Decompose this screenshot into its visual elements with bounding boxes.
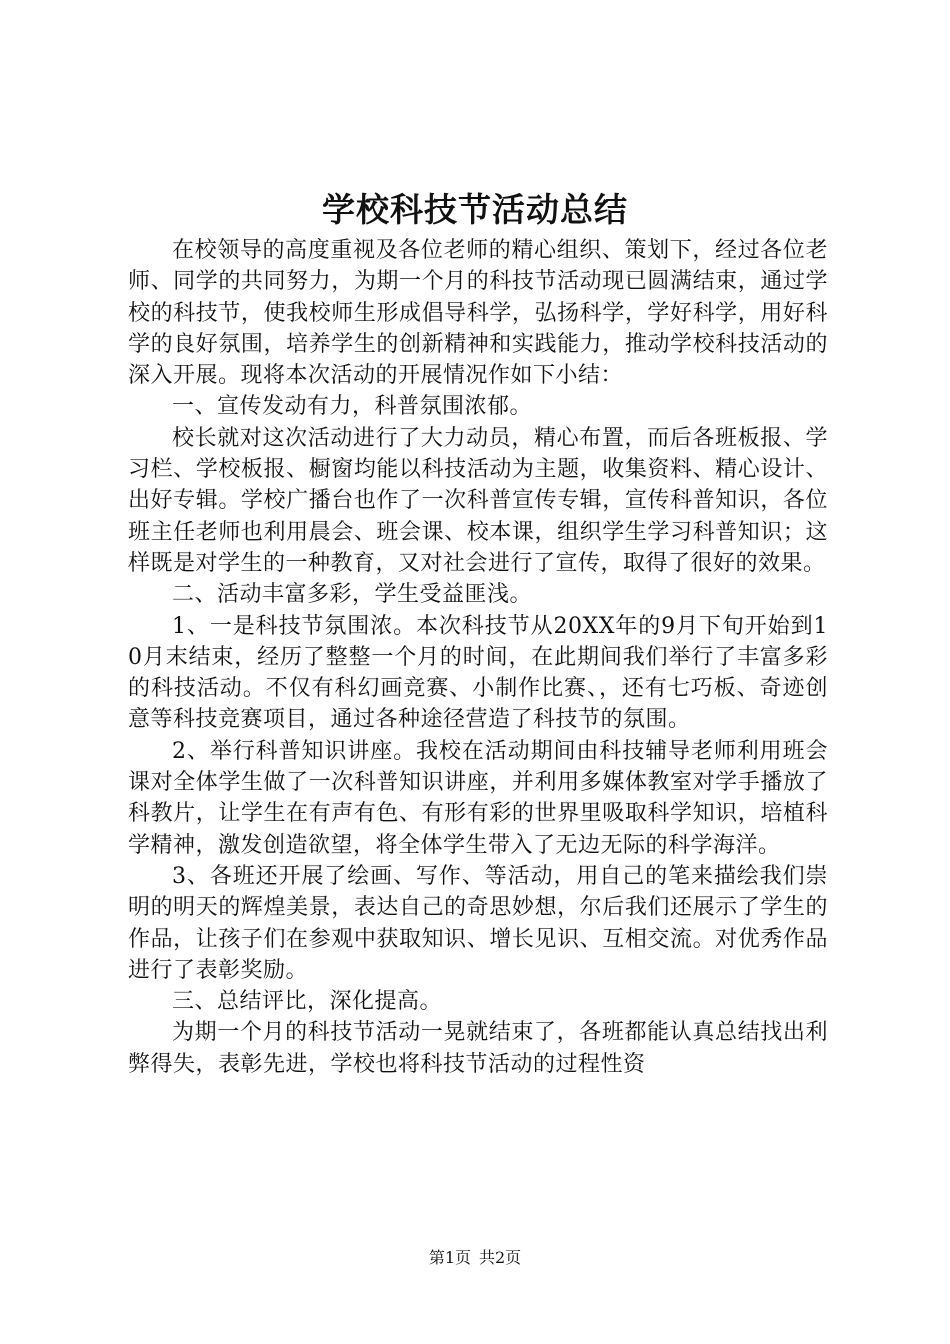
document-title: 学校科技节活动总结 [322,190,628,229]
section-heading-1: 一、宣传发动有力，科普氛围浓郁。 [172,394,533,420]
paragraph-intro: 在校领导的高度重视及各位老师的精心组织、策划下，经过各位老师、同学的共同努力，为期一个月的科技节活动现已圆满结束，通过学校的科技节，使我校师生形成倡导科学，弘扬科学，学好科学，用好科学的良好氛围，培养学生的创新精神和实践能力，推动学校科技活动的深入开展。现将本次活动的开展情况作如下小结： [128,238,828,389]
paragraph-item-2: 2、举行科普知识讲座。我校在活动期间由科技辅导老师利用班会课对全体学生做了一次科普知识讲座，并利用多媒体教室对学手播放了科教片，让学生在有声有色、有形有彩的世界里吸取科学知识，培植科学精神，激发创造欲望，将全体学生带入了无边无际的科学海洋。 [128,738,828,858]
paragraph-publicity: 校长就对这次活动进行了大力动员，精心布置，而后各班板报、学习栏、学校板报、橱窗均能以科技活动为主题，收集资料、精心设计、出好专辑。学校广播台也作了一次科普宣传专辑，宣传科普知识，各位班主任老师也利用晨会、班会课、校本课，组织学生学习科普知识；这样既是对学生的一种教育，又对社会进行了宣传，取得了很好的效果。 [128,425,828,576]
page-footer [0,1245,950,1268]
section-heading-3: 三、总结评比，深化提高。 [172,989,443,1015]
paragraph-item-1: 1、一是科技节氛围浓。本次科技节从20XX年的9月下旬开始到10月末结束，经历了整整一个月的时间，在此期间我们举行了丰富多彩的科技活动。不仅有科幻画竞赛、小制作比赛、，还有七巧板、奇迹创意等科技竞赛项目，通过各种途径营造了科技节的氛围。 [128,613,828,733]
document-body [128,235,828,1080]
page-number: 第1页 [428,1248,471,1267]
section-heading-2: 二、活动丰富多彩，学生受益匪浅。 [172,582,533,608]
paragraph-summary: 为期一个月的科技节活动一晃就结束了，各班都能认真总结找出利弊得失，表彰先进，学校也将科技节活动的过程性资 [128,1020,828,1077]
paragraph-item-3: 3、各班还开展了绘画、写作、等活动，用自己的笔来描绘我们崇明的明天的辉煌美景，表达自己的奇思妙想，尔后我们还展示了学生的作品，让孩子们在参观中获取知识、增长见识、互相交流。对优秀作品进行了表彰奖励。 [128,863,828,983]
page-total: 共2页 [479,1248,522,1267]
